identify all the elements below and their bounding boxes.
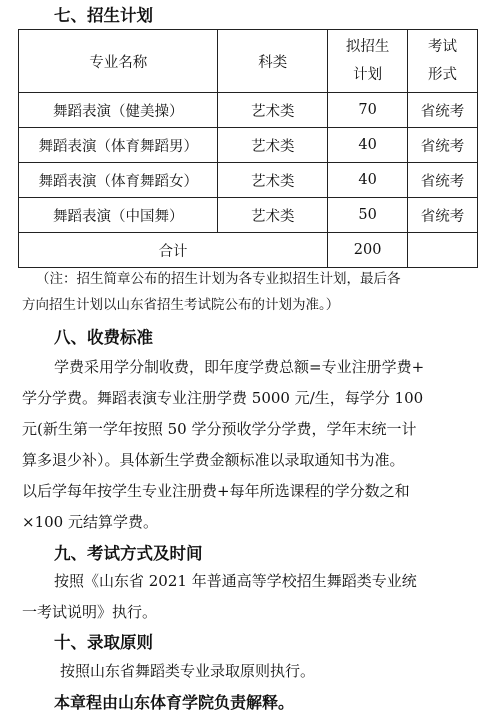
header-plan-line2: 计划: [353, 67, 383, 83]
exam-line-1: 按照《山东省 2021 年普通高等学校招生舞蹈类专业统: [54, 572, 417, 590]
table-row: [19, 128, 478, 163]
header-exam: [408, 30, 478, 93]
total-label: 合计: [19, 233, 328, 268]
table-row: [19, 198, 478, 233]
cell-major: 舞蹈表演（体育舞蹈女）: [19, 163, 218, 198]
cell-plan: 50: [328, 198, 408, 233]
admission-line-1: 按照山东省舞蹈类专业录取原则执行。: [60, 662, 316, 680]
exam-line-2: 一考试说明》执行。: [22, 603, 158, 621]
fees-line-5: 以后学每年按学生专业注册费+每年所选课程的学分数之和: [22, 482, 410, 500]
cell-plan: 40: [328, 163, 408, 198]
section-10-title: 十、录取原则: [54, 633, 153, 652]
cell-exam: 省统考: [408, 163, 478, 198]
cell-exam: 省统考: [408, 93, 478, 128]
total-empty-cell: [408, 233, 478, 268]
header-plan: [328, 30, 408, 93]
fees-line-4: 算多退少补）。具体新生学费金额标准以录取通知书为准。: [22, 451, 405, 469]
cell-exam: 省统考: [408, 128, 478, 163]
note-line-2: 方向招生计划以山东省招生考试院公布的计划为准。）: [22, 297, 340, 313]
table-row: [19, 93, 478, 128]
cell-category: 艺术类: [218, 93, 328, 128]
cell-exam: 省统考: [408, 198, 478, 233]
section-9-title: 九、考试方式及时间: [54, 544, 203, 563]
table-header-row: [19, 30, 478, 93]
cell-plan: 70: [328, 93, 408, 128]
fees-line-2: 学分学费。舞蹈表演专业注册学费 5000 元/生，每学分 100: [22, 389, 424, 407]
table-row: [19, 163, 478, 198]
enrollment-plan-table: [18, 29, 478, 268]
header-category: 科类: [218, 30, 328, 93]
cell-major: 舞蹈表演（中国舞）: [19, 198, 218, 233]
header-plan-line1: 拟招生: [345, 39, 390, 55]
cell-plan: 40: [328, 128, 408, 163]
fees-line-1: 学费采用学分制收费，即年度学费总额=专业注册学费+: [54, 358, 425, 376]
cell-major: 舞蹈表演（健美操）: [19, 93, 218, 128]
closing-statement: 本章程由山东体育学院负责解释。: [54, 693, 295, 712]
section-7-title: 七、招生计划: [54, 6, 153, 25]
header-exam-line2: 形式: [428, 67, 458, 83]
table-total-row: [19, 233, 478, 268]
fees-line-3: 元(新生第一学年按照 50 学分预收学分学费，学年末统一计: [22, 420, 417, 438]
cell-category: 艺术类: [218, 163, 328, 198]
cell-category: 艺术类: [218, 198, 328, 233]
cell-major: 舞蹈表演（体育舞蹈男）: [19, 128, 218, 163]
note-line-1: （注：招生简章公布的招生计划为各专业拟招生计划，最后各: [36, 271, 401, 287]
total-value: 200: [328, 233, 408, 268]
header-major: 专业名称: [19, 30, 218, 93]
section-8-title: 八、收费标准: [54, 328, 153, 347]
cell-category: 艺术类: [218, 128, 328, 163]
fees-line-6: ×100 元结算学费。: [22, 513, 158, 531]
header-exam-line1: 考试: [428, 39, 458, 55]
